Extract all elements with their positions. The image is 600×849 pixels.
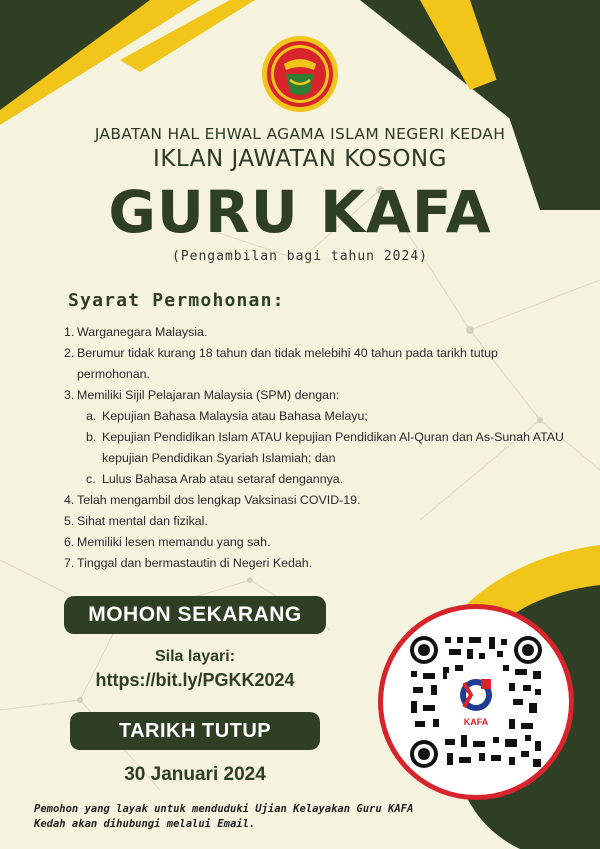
list-item: 4. Telah mengambil dos lengkap Vaksinasi COVID-19. (64, 493, 361, 507)
qr-code[interactable] (378, 604, 574, 800)
list-item: 5. Sihat mental dan fizikal. (64, 514, 208, 528)
sub-list-item: a. Kepujian Bahasa Malaysia atau Bahasa Melayu; (86, 409, 368, 423)
closing-date: 30 Januari 2024 (124, 764, 266, 785)
list-item: 6. Memiliki lesen memandu yang sah. (64, 535, 271, 549)
requirements-list (64, 322, 564, 574)
apply-now-button[interactable]: MOHON SEKARANG (64, 596, 326, 634)
kedah-crest-icon (260, 34, 340, 114)
position-title: GURU KAFA (108, 178, 492, 246)
department-name: JABATAN HAL EHWAL AGAMA ISLAM NEGERI KEDAH (94, 125, 506, 143)
list-item: 7. Tinggal dan bermastautin di Negeri Kedah. (64, 556, 313, 570)
intake-year: (Pengambilan bagi tahun 2024) (172, 249, 428, 264)
sub-list-item: b. Kepujian Pendidikan Islam ATAU kepujian Pendidikan Al-Quran dan As-Sunah ATAU kepujian Pendidikan Syariah Islamiah; dan (86, 430, 564, 465)
application-link[interactable]: https://bit.ly/PGKK2024 (95, 670, 295, 690)
ad-title: IKLAN JAWATAN KOSONG (153, 146, 447, 172)
list-item: 3. Memiliki Sijil Pelajaran Malaysia (SPM) dengan: (64, 388, 340, 402)
qr-logo-text: KAFA (463, 717, 489, 727)
list-item: 2. Berumur tidak kurang 18 tahun dan tidak melebihi 40 tahun pada tarikh tutup permohonan. (64, 346, 498, 381)
sub-list-item: c. Lulus Bahasa Arab atau setaraf dengannya. (86, 472, 344, 486)
footer-note: Pemohon yang layak untuk menduduki Ujian Kelayakan Guru KAFA Kedah akan dihubungi melalui Email. (34, 803, 414, 830)
qr-code-icon (409, 635, 543, 769)
list-item: 1. Warganegara Malaysia. (64, 325, 208, 339)
visit-label: Sila layari: (154, 648, 236, 665)
closing-date-badge: TARIKH TUTUP (70, 712, 320, 750)
requirements-heading: Syarat Permohonan: (68, 290, 285, 311)
